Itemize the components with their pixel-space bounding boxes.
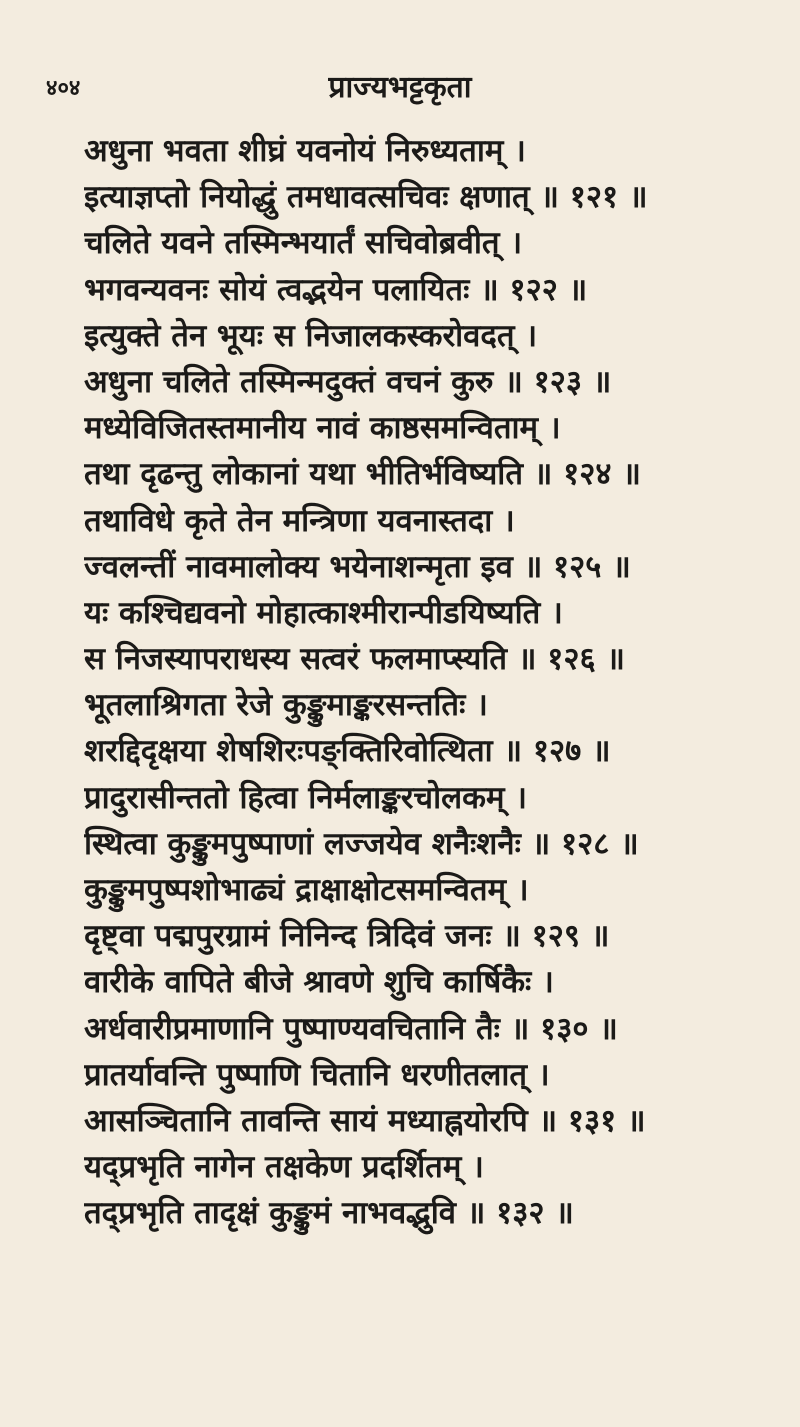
verse-line: स्थित्वा कुङ्कुमपुष्पाणां लज्जयेव शनैःशनैः ॥ १२८ ॥ [84,825,639,862]
verse-line: यद्प्रभृति नागेन तक्षकेण प्रदर्शितम् । [84,1149,484,1186]
verse-block [84,128,764,1237]
verse-line: भूतलाश्रिगता रेजे कुङ्कुमाङ्करसन्ततिः । [84,687,488,724]
verse-line: दृष्ट्वा पद्मपुरग्रामं निनिन्द त्रिदिवं जनः ॥ १२९ ॥ [84,918,610,955]
verse-line: इत्याज्ञप्तो नियोद्धुं तमधावत्सचिवः क्षणात् ॥ १२१ ॥ [84,179,648,216]
page-number: ४०४ [46,75,81,101]
verse-line: ज्वलन्तीं नावमालोक्य भयेनाशन्मृता इव ॥ १२५ ॥ [84,548,631,585]
running-head [0,68,800,108]
page-title: प्राज्यभट्टकृता [328,70,472,105]
verse-line: स निजस्यापराधस्य सत्वरं फलमाप्स्यति ॥ १२६ ॥ [84,641,625,678]
verse-line: प्रादुरासीन्ततो हित्वा निर्मलाङ्करचोलकम् । [84,779,528,816]
verse-line: तद्प्रभृति तादृक्षं कुङ्कुमं नाभवद्भुवि ॥ १३२ ॥ [84,1195,574,1232]
verse-line: प्रातर्यावन्ति पुष्पाणि चितानि धरणीतलात् । [84,1056,550,1093]
verse-line: चलिते यवने तस्मिन्भयार्तं सचिवोब्रवीत् । [84,225,523,262]
verse-line: तथाविधे कृते तेन मन्त्रिणा यवनास्तदा । [84,502,515,539]
verse-line: मध्येविजितस्तमानीय नावं काष्ठसमन्विताम् । [84,410,561,447]
verse-line: आसञ्चितानि तावन्ति सायं मध्याह्नयोरपि ॥ १३१ ॥ [84,1102,646,1139]
verse-line: इत्युक्ते तेन भूयः स निजालकस्करोवदत् । [84,317,538,354]
verse-line: तथा दृढन्तु लोकानां यथा भीतिर्भविष्यति ॥ १२४ ॥ [84,456,641,493]
verse-line: शरद्दिदृक्षया शेषशिरःपङ्क्तिरिवोत्थिता ॥ १२७ ॥ [84,733,611,770]
verse-line: अधुना भवता शीघ्रं यवनोयं निरुध्यताम् । [84,133,526,169]
verse-line: भगवन्यवनः सोयं त्वद्भयेन पलायितः ॥ १२२ ॥ [84,271,588,308]
verse-line: यः कश्चिद्यवनो मोहात्काश्मीरान्पीडयिष्यति । [84,594,563,631]
verse-line: कुङ्कुमपुष्पशोभाढ्यं द्राक्षाक्षोटसमन्वितम् । [84,872,529,908]
verse-line: वारीके वापिते बीजे श्रावणे शुचि कार्षिकैः । [84,964,554,1001]
verse-line: अर्धवारीप्रमाणानि पुष्पाण्यवचितानि तैः ॥ १३० ॥ [84,1010,618,1047]
verse-line: अधुना चलिते तस्मिन्मदुक्तं वचनं कुरु ॥ १२३ ॥ [84,363,612,400]
